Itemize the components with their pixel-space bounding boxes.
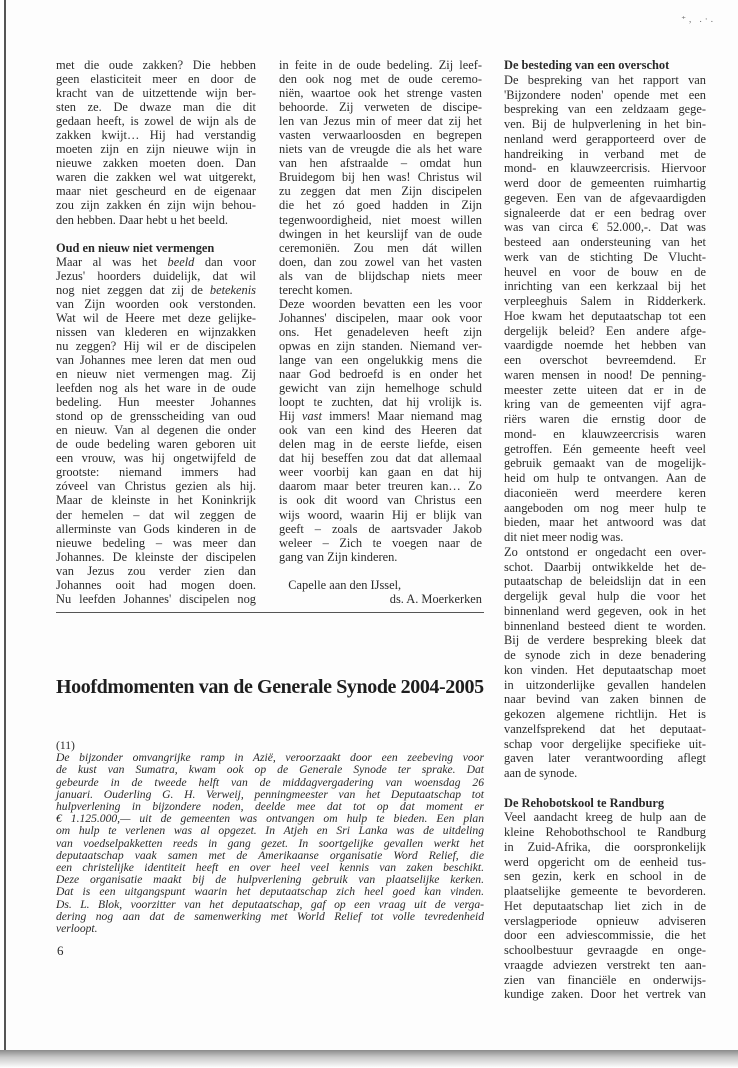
- text-line: handreiking in verband met de: [504, 146, 706, 161]
- text-line: kleine Rehobothschool te Randburg: [504, 825, 706, 839]
- text-line: delen mag in de eerste liefde, eisen: [279, 437, 482, 452]
- text-line: waren mensen in nood! De penning-: [504, 367, 706, 382]
- text-line: gewicht van zijn hemelhoge schuld: [279, 381, 482, 396]
- text-line: vaardigde noemde het hebben van: [504, 338, 706, 353]
- text-line: naar bevind van zaken binnen de: [504, 692, 706, 707]
- text-line: daarom maar beter treuren kan… Zo: [279, 479, 482, 494]
- text-line: stond op de grensscheiding van oud: [56, 409, 256, 424]
- text-line: waren die zakken wel wat uitgerekt,: [56, 170, 256, 185]
- text-line: Nu leefden Johannes' discipelen nog: [56, 591, 256, 606]
- text-line: werd opgericht om de eenheid tus-: [504, 854, 706, 869]
- text-line: terecht komen.: [279, 282, 353, 297]
- text-line: Zo ontstond er ongedacht een over-: [504, 544, 706, 559]
- text-line: Dat is een uitgangspunt waarin het deputaatschap zich heel goed kan vinden.: [56, 885, 484, 899]
- text-line: in Zuid-Afrika, die oorspronkelijk: [504, 839, 706, 854]
- text-line: in feite in de oude bedeling. Zij leef-: [279, 58, 482, 72]
- text-line: den ook nog met de oude ceremo-: [279, 72, 482, 87]
- text-line: was van circa € 52.000,-. Dat was: [504, 220, 706, 235]
- text-line: een overschot bevreemdend. Er: [504, 353, 706, 367]
- text-line: zou zijn zakken én zijn wijn behou-: [56, 198, 256, 213]
- place-line: Capelle aan den IJssel,: [279, 577, 402, 592]
- synod-intro-text: [56, 740, 484, 935]
- text-line: kracht van de uitzettende wijn ber-: [56, 86, 256, 101]
- text-line: besteed aan ondersteuning van het: [504, 235, 706, 249]
- text-line: mond- en klauwzeercrisis. Hiervoor: [504, 161, 706, 176]
- text-line: verpleeghuis Salem in Ridderkerk.: [504, 294, 706, 308]
- text-line: signaleerde dat er een bedrag over: [504, 205, 706, 220]
- text-line: de kust van Sumatra, kwam ook op de Generale Synode ter sprake. Dat: [56, 763, 484, 777]
- text-line: dat hij beseffen zou dat dat allemaal: [279, 451, 482, 466]
- text-line: Bruidegom bij hen was! Christus wil: [279, 170, 482, 185]
- text-line: De bespreking van het rapport van: [504, 72, 706, 87]
- text-line: hulpverlening in bijzondere noden, deelde mee dat tot op dat moment er: [56, 800, 484, 814]
- text-line: 'Bijzondere noden' opende met een: [504, 87, 706, 102]
- text-line: binnenland werd gegeven, ook in het: [504, 603, 706, 618]
- blank-line: [56, 227, 256, 241]
- text-line: gang van Zijn kinderen.: [279, 549, 398, 564]
- text-line: kon vinden. Het deputaatschap moet: [504, 662, 706, 677]
- text-line: werd door de gemeenten ruimhartig: [504, 176, 706, 190]
- text-line: dit niet meer nodig was.: [504, 530, 624, 544]
- text-line: werk van de stichting De Vlucht-: [504, 249, 706, 264]
- text-line: van Zijn woorden ook verstonden.: [56, 296, 256, 311]
- text-line: opwas en zijn standen. Niemand ver-: [279, 338, 482, 353]
- text-line: len van Jezus min of meer dat zij het: [279, 114, 482, 129]
- text-line: dwingen in het keurslijf van de oude: [279, 226, 482, 241]
- text-line: gedaan heeft, is zowel de wijn als de: [56, 114, 256, 129]
- text-line: met die oude zakken? Die hebben: [56, 58, 256, 72]
- text-line: dergelijk geval hulp die voor het: [504, 589, 706, 603]
- text-line: bedeling. Hun meester Johannes: [56, 395, 256, 410]
- text-line: verloopt.: [56, 922, 98, 936]
- article-column-1: [56, 58, 256, 606]
- text-line: De bijzonder omvangrijke ramp in Azië, veroorzaakt door een zeebeving voor: [56, 751, 484, 765]
- text-line: verslagperiode opnieuw adviseren: [504, 913, 706, 928]
- document-page: [4, 0, 738, 1050]
- text-line: aan de synode.: [504, 766, 578, 780]
- text-line: januari. Ouderling G. H. Verweij, penningmeester van het Deputaatschap tot: [56, 787, 484, 801]
- text-line: vraagde adviezen verstrekt ten aan-: [504, 957, 706, 972]
- text-line: getroffen. Eén gemeente heeft veel: [504, 441, 706, 456]
- text-line: tegenwoordigheid, niet moest willen: [279, 212, 482, 227]
- page-number: 6: [57, 943, 64, 958]
- text-line: zóveel van Christus gezien als hij.: [56, 479, 256, 494]
- text-line: Hoe kwam het deputaatschap tot een: [504, 308, 706, 323]
- text-line: kring van de gemeenten vijf agra-: [504, 397, 706, 412]
- text-line: mond- en klauwzeercrisis waren: [504, 426, 706, 441]
- text-line: Ds. L. Blok, voorzitter van het deputaatschap, gaf op een vraag uit de verga-: [56, 897, 484, 911]
- text-line: Veel aandacht kreeg de hulp aan de: [504, 810, 706, 825]
- text-line: plaatselijke gemeente te bevorderen.: [504, 884, 706, 898]
- text-line: nieuwe zakken moeten doen. Dan: [56, 156, 256, 171]
- section-heading: De besteding van een overschot: [504, 58, 670, 72]
- text-line: aangeboden om nog meer hulp te: [504, 500, 706, 515]
- section-heading: Oud en nieuw niet vermengen: [56, 240, 215, 255]
- text-line: gegeven. Een van de afgevaardigden: [504, 190, 706, 205]
- text-line: Johannes' discipelen, maar ook voor: [279, 310, 482, 325]
- text-line: Maar al was het beeld dan voor: [56, 254, 256, 269]
- text-line: weleer – Zich te voegen naar de: [279, 535, 482, 550]
- text-line: grootste: niemand immers had: [56, 465, 256, 480]
- text-line: lange van een ongelukkig mens die: [279, 352, 482, 367]
- text-line: de oude bedeling waren geboren uit: [56, 437, 256, 452]
- text-line: van hen afstraalde – omdat hun: [279, 156, 482, 171]
- text-line: Wat wil de Heere met deze gelijke-: [56, 310, 256, 325]
- text-line: behoorde. Zij verweten de discipe-: [279, 100, 482, 115]
- text-line: maar niet gescheurd en de eigenaar: [56, 184, 256, 199]
- section-heading: De Rehobotskool te Randburg: [504, 795, 665, 810]
- text-line: naar God bedroefd is en onder het: [279, 367, 482, 382]
- text-line: diaconieën werd meerdere keren: [504, 485, 706, 500]
- text-line: doen, dan zou zowel van het vasten: [279, 254, 482, 269]
- text-line: in uitzonderlijke gevallen handelen: [504, 677, 706, 692]
- text-line: sten ze. De dwaze man die dit: [56, 100, 256, 115]
- text-line: wijs woord, waarin Hij er blijk van: [279, 507, 482, 522]
- text-line: heuvel en voor de bouw en de: [504, 264, 706, 279]
- text-line: Hij vast immers! Maar niemand mag: [279, 409, 482, 424]
- text-line: weer voorbij kan gaan en dat hij: [279, 465, 482, 480]
- author-signature: ds. A. Moerkerken: [389, 591, 482, 606]
- text-line: de synode zich in deze benadering: [504, 648, 706, 662]
- article-column-3: [504, 58, 706, 1002]
- text-line: van voedselpakketten reeds in gang gezet. In soortgelijke gevallen werkt het: [56, 836, 484, 850]
- text-line: bespreking van een zeldzaam gege-: [504, 102, 706, 117]
- text-line: leefden nog als het ware in de oude: [56, 381, 256, 396]
- text-line: kundige zaken. Door het vertrek van: [504, 987, 706, 1002]
- text-line: is ook dit woord van Christus een: [279, 493, 482, 508]
- text-line: gebruik gemaakt van de mogelijk-: [504, 456, 706, 471]
- text-line: moeten zijn en zijn nieuwe wijn in: [56, 142, 256, 157]
- text-line: van Johannes mee leren dat men oud: [56, 352, 256, 367]
- text-line: en nieuw niet vermengen mag. Zij: [56, 367, 256, 382]
- text-line: dering nog aan dat de samenwerking met World Relief tot volle tevredenheid: [56, 909, 484, 923]
- text-line: nu zeggen? Hij wil er de discipelen: [56, 338, 256, 353]
- text-line: niets van de vreugde die als het ware: [279, 142, 482, 157]
- scan-edge: [0, 1050, 738, 1068]
- text-line: van Jezus zou verder zien dan: [56, 563, 256, 578]
- text-line: € 1.125.000,— uit de gemeenten was ontvangen om hulp te bieden. Een plan: [56, 812, 484, 826]
- text-line: zakken kwijt… Hij had verstandig: [56, 128, 256, 143]
- text-line: ven. Bij de hulpverlening in het bin-: [504, 117, 706, 131]
- text-line: nenland werd gerapporteerd over de: [504, 131, 706, 146]
- text-line: schot. Daarbij ontwikkelde het de-: [504, 559, 706, 574]
- text-line: schap voor dergelijke specifieke uit-: [504, 736, 706, 751]
- text-line: meester zette uiteen dat er in de: [504, 382, 706, 397]
- text-line: een christelijke identiteit heeft en over heel veel kennis van zaken beschikt.: [56, 861, 484, 875]
- text-line: gekozen algemene richtlijn. Het is: [504, 707, 706, 721]
- text-line: deputaatschap vaak samen met de Amerikaanse organisatie Word Relief, die: [56, 848, 484, 862]
- text-line: vanzelfsprekend dat het deputaat-: [504, 721, 706, 736]
- text-line: zien van financiële en onderwijs-: [504, 972, 706, 987]
- blank-line: [279, 564, 482, 578]
- text-line: gebeurde in de tweede helft van de middagvergadering van woensdag 26: [56, 775, 484, 789]
- blank-line: [504, 781, 706, 796]
- text-line: Maar de kleinste in het Koninkrijk: [56, 493, 256, 508]
- text-line: den hebben. Daar hebt u het beeld.: [56, 212, 229, 227]
- text-line: Het deputaatschap liet zich in de: [504, 898, 706, 913]
- text-line: putaatschap de beleidslijn dat in een: [504, 574, 706, 589]
- text-line: geeft – zoals de aartsvader Jakob: [279, 521, 482, 536]
- text-line: geen elasticiteit meer en door de: [56, 72, 256, 87]
- text-line: ook van een kind des Heeren dat: [279, 423, 482, 438]
- scan-specks: ⁺, .·.: [681, 14, 716, 24]
- text-line: Johannes ooit had mogen doen.: [56, 577, 256, 592]
- text-line: dergelijk beleid? Een andere afge-: [504, 323, 706, 338]
- text-line: ons. Het genadeleven heeft zijn: [279, 324, 482, 339]
- text-line: die het zó goed hadden in Zijn: [279, 198, 482, 213]
- text-line: een vrouw, was hij ongetwijfeld de: [56, 451, 256, 466]
- text-line: als van de blijdschap niets meer: [279, 268, 482, 283]
- installment-number: (11): [56, 739, 75, 752]
- text-line: nieuwe bedeling – was meer dan: [56, 535, 256, 550]
- text-line: loopt te zuchten, dat hij vrolijk is.: [279, 395, 482, 410]
- article-end-rule: [56, 612, 484, 613]
- text-line: zu zeggen dat men Zijn discipelen: [279, 184, 482, 199]
- text-line: om hulp te verlenen was al opgezet. In Atjeh en Sri Lanka was de uitdeling: [56, 824, 484, 838]
- text-line: bieden, maar het antwoord was dat: [504, 515, 706, 530]
- text-line: der hemelen – dat wil zeggen de: [56, 507, 256, 522]
- text-line: nog niet zeggen dat zij de betekenis: [56, 282, 256, 297]
- text-line: binnenland besteed dient te worden.: [504, 618, 706, 633]
- text-line: riërs waren die ernstig door de: [504, 412, 706, 426]
- text-line: inrichting van een kerkzaal bij het: [504, 279, 706, 294]
- text-line: schoolbestuur gevraagde en onge-: [504, 943, 706, 957]
- text-line: Johannes. De kleinste der discipelen: [56, 549, 256, 564]
- text-line: door een adviescommissie, die het: [504, 928, 706, 943]
- text-line: vasten verwaarloosden en begrepen: [279, 128, 482, 143]
- text-line: en nieuw. Van al degenen die onder: [56, 423, 256, 438]
- text-line: Jezus' hoorders duidelijk, dat wil: [56, 268, 256, 283]
- text-line: heid om hulp te ontvangen. Aan de: [504, 471, 706, 485]
- text-line: allerminste van Gods kinderen in de: [56, 521, 256, 536]
- text-line: Deze woorden bevatten een les voor: [279, 296, 482, 311]
- text-line: gaven later verantwoording aflegt: [504, 751, 706, 766]
- article-headline: Hoofdmomenten van de Generale Synode 2004-2005: [56, 676, 484, 698]
- text-line: Bij de verdere bespreking bleek dat: [504, 633, 706, 648]
- text-line: ceremoniën. Zou men dát willen: [279, 240, 482, 255]
- text-line: Deze organisatie maakt bij de hulpverlening gebruik van plaatselijke kerken.: [56, 873, 484, 887]
- text-line: niën, waartoe ook het strenge vasten: [279, 86, 482, 101]
- text-line: sen gezin, kerk en school in de: [504, 869, 706, 884]
- article-column-2: [279, 58, 482, 606]
- text-line: nissen van klederen en wijnzakken: [56, 324, 256, 339]
